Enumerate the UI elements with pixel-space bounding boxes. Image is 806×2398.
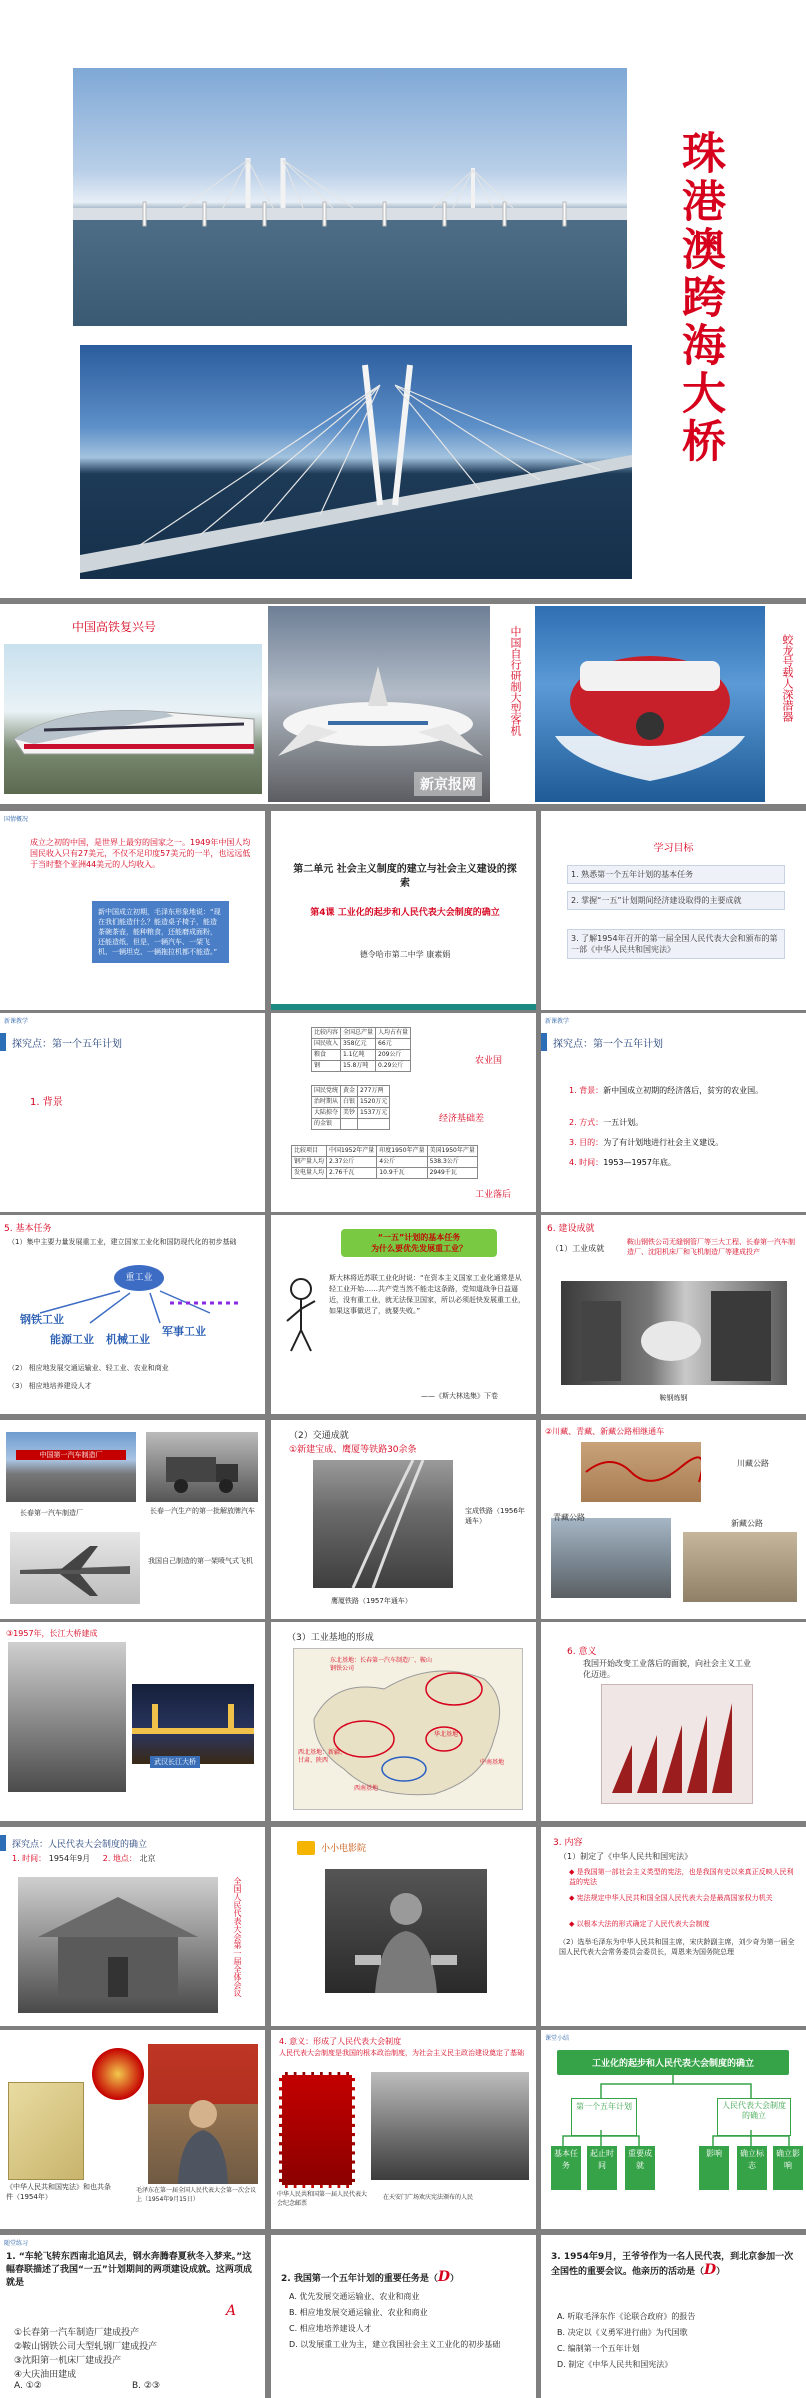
goals-title: 学习目标	[653, 843, 694, 854]
slide-factory-photos	[0, 1420, 265, 1619]
news-watermark: 新京报网	[414, 772, 482, 796]
time-place-line	[12, 1853, 155, 1864]
section-heading: 探究点：第一个五年计划	[12, 1039, 122, 1050]
branch-machinery: 机械工业	[106, 1333, 150, 1346]
content-item-2: （2）选举毛泽东为中华人民共和国主席，宋庆龄副主席，刘少奇为第一届全国人民代表大会常务委员会委员长，周恩来为国务院总理	[559, 1938, 795, 1956]
section-heading: 探究点：第一个五年计划	[553, 1039, 663, 1050]
cable-bridge-illustration	[80, 345, 632, 579]
content-title: 3. 内容	[553, 1838, 583, 1848]
cell: 1520万元	[358, 1097, 390, 1108]
congress-heading: 探究点：人民代表大会制度的确立	[12, 1840, 148, 1850]
hall-illustration	[18, 1877, 218, 2013]
train-label: 中国高铁复兴号	[72, 620, 157, 634]
constitution-book	[8, 2082, 84, 2180]
train-illustration	[4, 644, 262, 794]
item-key: 4. 时间：	[569, 1158, 604, 1167]
summary-title: 工业化的起步和人民代表大会制度的确立	[557, 2050, 789, 2075]
congress-sig-title: 4. 意义：形成了人民代表大会制度	[279, 2037, 402, 2046]
mao-quote-box: 新中国成立初期，毛泽东形象地说：“现在我们能造什么？能造桌子椅子，能造茶碗茶壶，能种粮食，还能磨成面粉，还能造纸，但是，一辆汽车、一架飞机、一辆坦克、一辆拖拉机都不能造。”	[92, 901, 229, 963]
cell: 0.29公斤	[376, 1061, 411, 1072]
heading-bar	[541, 1033, 547, 1051]
speaker-illustration	[325, 1869, 487, 1993]
slide-content	[541, 1827, 806, 2026]
task-2: （2） 相应地发展交通运输业、轻工业、农业和商业	[8, 1364, 169, 1372]
sichuan-label: 川藏公路	[737, 1459, 769, 1468]
slide-cinema	[271, 1827, 536, 2026]
cell: 人均占有量	[376, 1028, 411, 1039]
q1-choice-b: B. ②③	[132, 2381, 161, 2391]
cell: 的金银	[312, 1119, 341, 1130]
cell: 粮食	[312, 1050, 341, 1061]
hall-photo	[18, 1877, 218, 2013]
question-2	[281, 2269, 531, 2285]
night-bridge-illustration	[132, 1684, 254, 1764]
bridge-illustration	[73, 68, 627, 326]
achievements-title: 6. 建设成就	[547, 1224, 595, 1234]
label-agricultural: 农业国	[475, 1056, 503, 1066]
goal-3: 3. 了解1954年召开的第一届全国人民代表大会和颁布的第一部《中华人民共和国宪法》	[567, 929, 785, 959]
goal-2: 2. 掌握“一五”计划期间经济建设取得的主要成就	[567, 891, 785, 910]
video-frame[interactable]	[325, 1869, 487, 1993]
cell: 1.1亿吨	[341, 1050, 376, 1061]
cell: 277万两	[358, 1086, 390, 1097]
cell	[358, 1119, 390, 1130]
time-value: 1954年9月	[48, 1854, 91, 1863]
banner-line-1: “一五”计划的基本任务	[377, 1233, 461, 1242]
china-map	[293, 1648, 523, 1810]
q2-option-b: B. 相应地发展交通运输业、农业和商业	[289, 2308, 428, 2317]
heavy-industry-node: 重工业	[114, 1265, 164, 1291]
cell: 比较内容	[312, 1028, 341, 1039]
cell: 358亿元	[341, 1039, 376, 1050]
southwest-label: 西南基地	[354, 1785, 379, 1792]
northwest-label: 西北基地：新疆、甘肃、陕西	[298, 1749, 347, 1764]
q3-option-a: A. 听取毛泽东作《论联合政府》的报告	[557, 2312, 696, 2321]
item-value: 一五计划。	[603, 1118, 644, 1127]
crowd-photo	[8, 1642, 126, 1792]
unit-title: 第二单元 社会主义制度的建立与社会主义建设的探索	[293, 864, 517, 889]
factory-caption: 长春第一汽车制造厂	[20, 1509, 83, 1517]
cell: 国民收入	[312, 1039, 341, 1050]
item-value: 1953—1957年底。	[603, 1158, 676, 1167]
item-key: 1. 背景：	[569, 1086, 604, 1095]
content-item-1: （1）制定了《中华人民共和国宪法》	[559, 1852, 693, 1861]
plan-item-3	[569, 1137, 794, 1148]
factory-sign: 中国第一汽车制造厂	[16, 1450, 126, 1460]
cell: 66元	[376, 1039, 411, 1050]
jet-photo	[10, 1532, 140, 1604]
steel-photo	[561, 1281, 787, 1385]
slide-five-year-plan	[541, 1013, 806, 1212]
label-weak-economy: 经济基础差	[439, 1114, 485, 1124]
significance-title: 6. 意义	[567, 1647, 597, 1657]
q3-option-d: D. 制定《中华人民共和国宪法》	[557, 2360, 673, 2369]
bullet-text: 以根本大法的形式确定了人民代表大会制度	[576, 1920, 710, 1928]
task-3: （3） 相应地培养建设人才	[8, 1382, 92, 1390]
industry-label: （1）工业成就	[551, 1244, 605, 1253]
stalin-quote: 斯大林将近苏联工业化时说：“在资本主义国家工业化通常是从轻工业开始……共产党当然不能走这条路，党知道战争日益逼近，没有重工业，就无法保卫国家，所以必须赶快发展重工业，如果这事做迟了，就要失败。”	[329, 1274, 525, 1315]
branch-energy: 能源工业	[50, 1333, 94, 1346]
question-3	[551, 2251, 799, 2279]
jet-caption: 我国自己制造的第一架喷气式飞机	[148, 1557, 253, 1565]
branch-military: 军事工业	[162, 1325, 206, 1338]
summary-branch-plan: 第一个五年计划	[571, 2098, 637, 2136]
xinjiang-road-photo	[683, 1532, 797, 1602]
bullet-text: 宪法规定中华人民共和国全国人民代表大会是最高国家权力机关	[576, 1894, 773, 1902]
q1-option-3: ③沈阳第一机床厂建成投产	[14, 2356, 122, 2366]
celebration-caption: 在天安门广场欢庆宪法颁布的人民	[383, 2194, 474, 2201]
summary-leaf: 影响	[699, 2146, 729, 2190]
mao-caption: 毛泽东在第一届全国人民代表大会第一次会议上（1954年9月15日）	[136, 2187, 257, 2203]
plane-label: 中国自行研制大型客机	[509, 626, 522, 736]
q2-option-c: C. 相应地培养建设人才	[289, 2324, 372, 2333]
bridge-photo-bottom	[80, 345, 632, 579]
slide-tag: 新课教学	[4, 1018, 29, 1025]
yingxia-caption: 鹰厦铁路（1957年通车）	[331, 1597, 412, 1605]
gold-table	[311, 1085, 390, 1130]
task-1: （1）集中主要力量发展重工业，建立国家工业化和国防现代化的初步基础	[8, 1238, 237, 1246]
cinema-icon	[297, 1841, 315, 1855]
label-industry-backward: 工业落后	[475, 1190, 512, 1200]
summary-branch-congress: 人民代表大会制度的确立	[717, 2098, 791, 2136]
submarine-illustration	[535, 606, 765, 802]
item-key: 2. 方式：	[569, 1118, 604, 1127]
cell: 1537万元	[358, 1108, 390, 1119]
cell: 538.3公斤	[427, 1157, 477, 1168]
question-text: 3. 1954年9月，王爷爷作为一名人民代表，到北京参加一次全国性的重要会议。他亲历的活动是（	[551, 2252, 794, 2277]
cell: 比较项目	[292, 1146, 327, 1157]
slide-basic-tasks	[0, 1215, 265, 1414]
time-key: 1. 时间：	[12, 1854, 47, 1863]
summary-leaf: 基本任务	[551, 2146, 581, 2190]
cell: 大陆掠夺	[312, 1108, 341, 1119]
submarine-label: 蛟龙号载人深潜器	[781, 634, 794, 722]
industry-desc: 鞍山钢铁公司无缝钢管厂等三大工程、长春第一汽车制造厂、沈阳机床厂和飞机制造厂等建成投产	[627, 1238, 795, 1256]
slide-yangtze-bridge	[0, 1622, 265, 1821]
stamp-photo	[279, 2072, 355, 2188]
question-banner	[341, 1229, 497, 1257]
constitution-caption: 《中华人民共和国宪法》和也共条件（1954年）	[6, 2183, 111, 2201]
heading-bar	[0, 1835, 6, 1851]
q2-option-d: D. 以发展重工业为主，建立我国社会主义工业化的初步基础	[289, 2340, 501, 2349]
slide-transport	[271, 1420, 536, 1619]
jet-illustration	[10, 1532, 140, 1604]
q3-option-b: B. 决定以《义勇军进行曲》为代国歌	[557, 2328, 688, 2337]
night-bridge-photo	[132, 1684, 254, 1764]
cell: 2949千瓦	[427, 1168, 477, 1179]
slide-summary	[541, 2030, 806, 2229]
steel-mill-illustration	[561, 1281, 787, 1385]
place-key: 2. 地点：	[102, 1854, 137, 1863]
slide-exercise-3	[541, 2235, 806, 2398]
slide-exercise-2	[271, 2235, 536, 2398]
q2-option-a: A. 优先发展交通运输业、农业和商业	[289, 2292, 420, 2301]
summary-leaf: 确立影响	[773, 2146, 803, 2190]
q1-option-4: ④大庆油田建成	[14, 2370, 77, 2380]
slide-congress	[0, 1827, 265, 2026]
plan-item-4	[569, 1157, 794, 1168]
road-map-illustration	[581, 1442, 701, 1502]
congress-sig-text: 人民代表大会制度是我国的根本政治制度，为社会主义民主政治建设奠定了基础	[279, 2049, 524, 2057]
cell: 2.37公斤	[327, 1157, 377, 1168]
cell: 美钞	[341, 1108, 358, 1119]
item-key: 3. 目的：	[569, 1138, 604, 1147]
slide-industrial-bases	[271, 1622, 536, 1821]
slide-tag: 随堂练习	[4, 2240, 29, 2247]
slide-significance	[541, 1622, 806, 1821]
yangtze-title: ③1957年，长江大桥建成	[6, 1629, 98, 1638]
banner-line-2: 为什么要优先发展重工业？	[371, 1244, 467, 1253]
cell: 黄金	[341, 1086, 358, 1097]
baocheng-caption: 宝成铁路（1956年通车）	[465, 1507, 525, 1525]
cell: 国民党统	[312, 1086, 341, 1097]
congress-vertical-note: 全国人民代表大会第一届全体会议	[233, 1877, 242, 1997]
cell: 209公斤	[376, 1050, 411, 1061]
significance-text: 我国开始改变工业落后的面貌，向社会主义工业化迈进。	[583, 1659, 751, 1679]
slide-goals	[541, 811, 806, 1010]
slide-highways	[541, 1420, 806, 1619]
item-value: 为了有计划地进行社会主义建设。	[603, 1138, 724, 1147]
branch-steel: 钢铁工业	[20, 1313, 64, 1326]
xinjiang-label: 新藏公路	[731, 1519, 763, 1528]
content-bullet-1: ◆ 是我国第一部社会主义类型的宪法，也是我国有史以来真正反映人民利益的宪法	[569, 1868, 794, 1886]
transport-title: （2）交通成就	[289, 1431, 349, 1441]
slide-exercise-1	[0, 2235, 265, 2398]
answer-1: A	[226, 2303, 237, 2319]
truck-caption: 长春一汽生产的第一批解放牌汽车	[150, 1507, 255, 1515]
cell: 2.76千瓦	[327, 1168, 377, 1179]
stamp-caption: 中华人民共和国第一届人民代表大会纪念邮票	[277, 2191, 368, 2207]
cell: 全国总产量	[341, 1028, 376, 1039]
background-item: 1. 背景	[30, 1097, 63, 1108]
plan-item-2	[569, 1117, 794, 1128]
content-bullet-2: ◆ 宪法规定中华人民共和国全国人民代表大会是最高国家权力机关	[569, 1894, 773, 1902]
northeast-label: 东北基地：长春第一汽车制造厂、鞍山钢铁公司	[330, 1657, 433, 1672]
qinghai-road-photo	[551, 1518, 671, 1598]
mao-photo	[148, 2044, 258, 2184]
cell: 治时期从	[312, 1097, 341, 1108]
slide-why-heavy-industry	[271, 1215, 536, 1414]
central-south-label: 中南基地	[480, 1759, 505, 1766]
plane-photo	[268, 606, 490, 802]
bullet-text: 是我国第一部社会主义类型的宪法，也是我国有史以来真正反映人民利益的宪法	[569, 1868, 794, 1886]
quote-source: ——《斯大林选集》下卷	[421, 1392, 498, 1400]
question-text: 2. 我国第一个五年计划的重要任务是（	[281, 2274, 438, 2284]
truck-illustration	[146, 1432, 258, 1502]
answer-2: D	[437, 2269, 450, 2285]
plan-item-1	[569, 1085, 794, 1096]
steel-caption: 鞍钢炼钢	[659, 1394, 688, 1402]
emblem	[92, 2048, 144, 2100]
sichuan-road-photo	[581, 1442, 701, 1502]
summary-leaf: 起止时间	[587, 2146, 617, 2190]
qinghai-label: 青藏公路	[553, 1513, 585, 1522]
question-1: 1. “车轮飞转东西南北追风去，钢水奔腾春夏秋冬入梦来。”这幅春联描述了我国“一五”计划期间的两项建设成就。这两项成就是	[6, 2252, 252, 2288]
celebration-photo	[371, 2072, 529, 2180]
train-photo	[4, 644, 262, 794]
truck-photo	[146, 1432, 258, 1502]
cell: 钢产量人均	[292, 1157, 327, 1168]
slide-comparison-tables	[271, 1013, 536, 1212]
yangtze-caption: 武汉长江大桥	[150, 1756, 200, 1768]
slide-tag: 新课教学	[545, 1018, 570, 1025]
cell: 印度1950年产量	[377, 1146, 427, 1157]
cell: 白银	[341, 1097, 358, 1108]
place-value: 北京	[139, 1854, 156, 1863]
q3-option-c: C. 编制第一个五年计划	[557, 2344, 640, 2353]
thinking-figure-icon	[281, 1275, 321, 1355]
situation-paragraph: 成立之初的中国，是世界上最穷的国家之一。1949年中国人均国民收入只有27美元，不仅不足印度57美元的一半，也远远低于当时整个亚洲44美元的人均收入。	[30, 838, 251, 869]
question-end: ）	[716, 2267, 726, 2277]
output-table	[291, 1145, 478, 1179]
slide-achievements	[541, 1215, 806, 1414]
bridge-title: 珠港澳跨海大桥	[674, 130, 725, 466]
cinema-title: 小小电影院	[321, 1844, 367, 1854]
slide-congress-significance	[271, 2030, 536, 2229]
cell: 中国1952年产量	[327, 1146, 377, 1157]
north-label: 华北基地	[434, 1731, 459, 1738]
goal-1: 1. 熟悉第一个五年计划的基本任务	[567, 865, 785, 884]
slide-background	[0, 1013, 265, 1212]
cell: 4公斤	[377, 1157, 427, 1168]
cell	[341, 1119, 358, 1130]
cell: 美国1950年产量	[427, 1146, 477, 1157]
railway-illustration	[313, 1460, 453, 1588]
growth-chart-photo	[601, 1684, 753, 1804]
school-name: 德令哈市第二中学 康素娟	[359, 950, 451, 959]
transport-sub: ①新建宝成、鹰厦等铁路30余条	[289, 1445, 417, 1455]
bases-title: （3）工业基地的形成	[287, 1633, 374, 1643]
railway-photo	[313, 1460, 453, 1588]
q1-option-2: ②鞍山钢铁公司大型轧钢厂建成投产	[14, 2342, 158, 2352]
bridge-photo-top	[73, 68, 627, 326]
answer-3: D	[704, 2262, 717, 2278]
tasks-title: 5. 基本任务	[4, 1224, 52, 1234]
submarine-photo	[535, 606, 765, 802]
mao-illustration	[148, 2044, 258, 2184]
q1-option-1: ①长春第一汽车制造厂建成投产	[14, 2328, 140, 2338]
slide-national-situation	[0, 811, 265, 1010]
item-value: 新中国成立初期的经济落后，贫穷的农业国。	[603, 1086, 764, 1095]
slide-bridge	[0, 0, 806, 598]
summary-leaf: 重要成就	[625, 2146, 655, 2190]
summary-leaf: 确立标志	[737, 2146, 767, 2190]
cell: 发电量人均	[292, 1168, 327, 1179]
slide-lesson-title	[271, 811, 536, 1010]
question-end: ）	[449, 2274, 459, 2284]
heading-bar	[0, 1033, 6, 1051]
slide-tech	[0, 604, 806, 804]
cell: 10.9千瓦	[377, 1168, 427, 1179]
slide-tag: 国情概况	[4, 816, 29, 823]
lesson-title: 第4课 工业化的起步和人民代表大会制度的确立	[310, 908, 500, 918]
teal-bar	[271, 1004, 536, 1010]
income-table	[311, 1027, 411, 1072]
growth-illustration	[602, 1685, 752, 1803]
factory-photo	[6, 1432, 136, 1502]
cell: 15.8万吨	[341, 1061, 376, 1072]
slide-tag: 课堂小结	[545, 2035, 570, 2042]
highways-title: ②川藏、青藏、新藏公路相继通车	[545, 1427, 665, 1436]
cell: 钢	[312, 1061, 341, 1072]
content-bullet-3: ◆ 以根本大法的形式确定了人民代表大会制度	[569, 1920, 710, 1928]
slide-constitution	[0, 2030, 265, 2229]
china-map-illustration	[294, 1649, 522, 1809]
q1-choice-a: A. ①②	[14, 2381, 42, 2391]
